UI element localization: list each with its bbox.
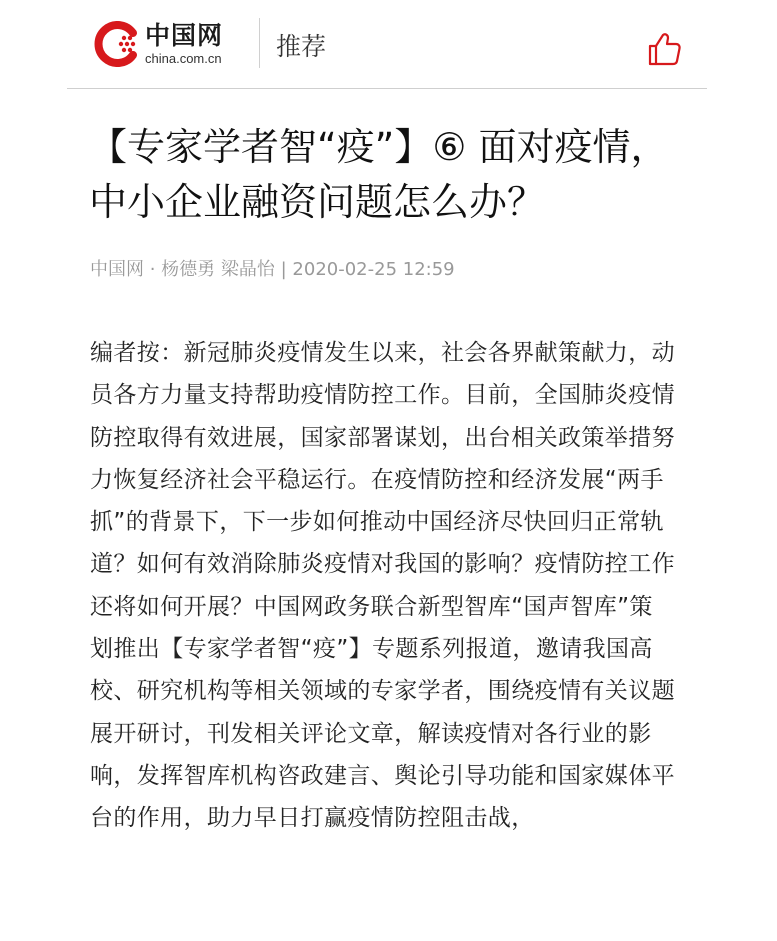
- article-authors: 杨德勇 梁晶怡: [161, 259, 275, 280]
- meta-divider: |: [274, 259, 293, 280]
- site-header: [67, 0, 707, 89]
- header-divider: [259, 18, 260, 68]
- article-datetime: 2020-02-25 12:59: [292, 259, 455, 280]
- article-meta: [90, 257, 455, 283]
- site-logo[interactable]: [93, 18, 253, 70]
- logo-domain: china.com.cn: [145, 51, 222, 66]
- channel-label[interactable]: 推荐: [276, 32, 327, 61]
- article-source[interactable]: 中国网: [90, 259, 144, 280]
- article-title: 【专家学者智“疫”】⑥ 面对疫情，中小企业融资问题怎么办？: [89, 125, 669, 224]
- thumbs-up-icon[interactable]: [646, 31, 682, 67]
- china-com-cn-logo-icon: [93, 21, 139, 67]
- logo-name: 中国网: [145, 21, 224, 50]
- meta-separator: ·: [144, 259, 162, 280]
- article-body: 编者按：新冠肺炎疫情发生以来，社会各界献策献力，动员各方力量支持帮助疫情防控工作。目前，全国肺炎疫情防控取得有效进展，国家部署谋划，出台相关政策举措努力恢复经济社会平稳运行。在疫情防控和经济发展“两手抓”的背景下，下一步如何推动中国经济尽快回归正常轨道？如何有效消除肺炎疫情对我国的影响？疫情防控工作还将如何开展？中国网政务联合新型智库“国声智库”策划推出【专家学者智“疫”】专题系列报道，邀请我国高校、研究机构等相关领域的专家学者，围绕疫情有关议题展开研讨，刊发相关评论文章，解读疫情对各行业的影响，发挥智库机构咨政建言、舆论引导功能和国家媒体平台的作用，助力早日打赢疫情防控阻击战，: [90, 340, 675, 832]
